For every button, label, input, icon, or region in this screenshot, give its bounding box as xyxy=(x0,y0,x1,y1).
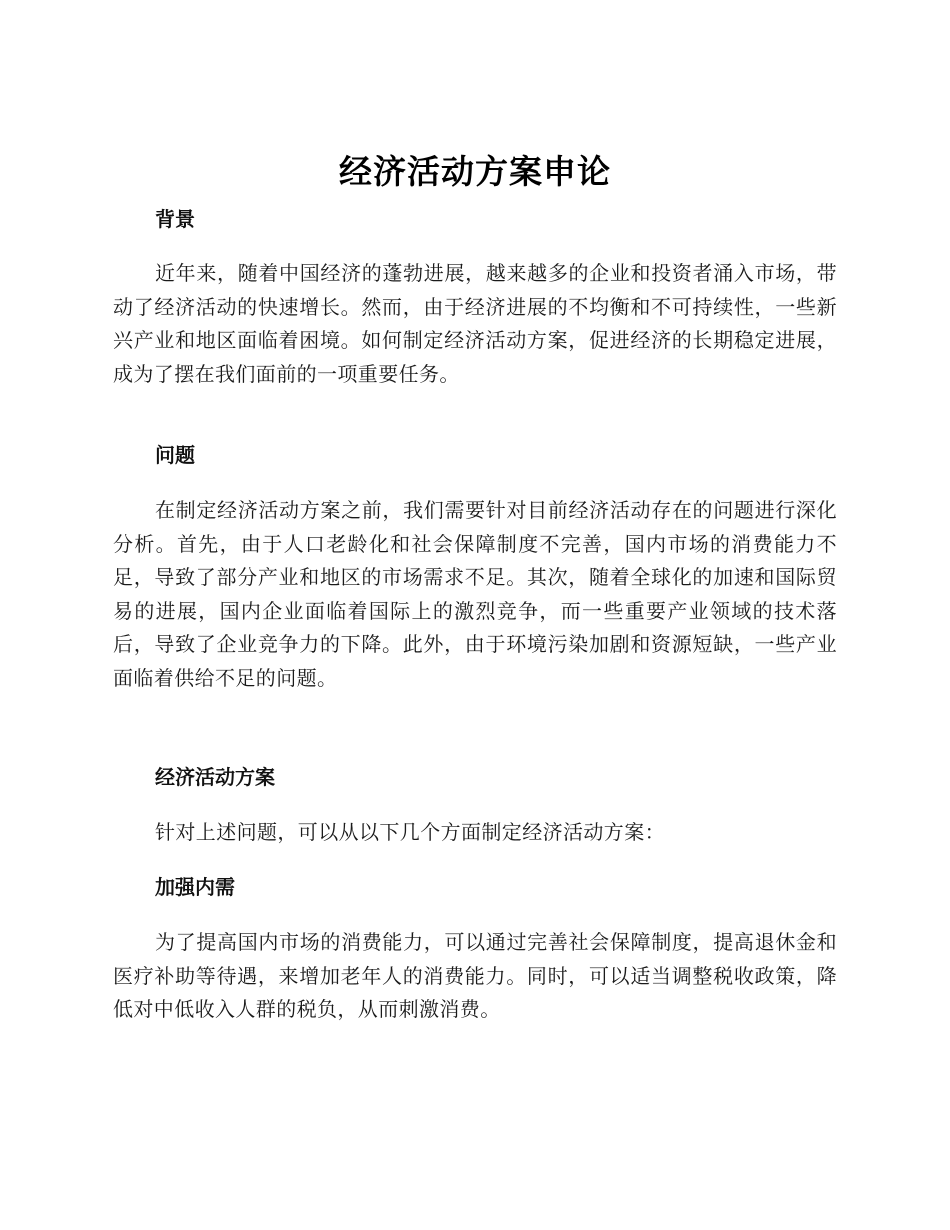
section-paragraph-background: 近年来，随着中国经济的蓬勃进展，越来越多的企业和投资者涌入市场，带动了经济活动的快速增长。然而，由于经济进展的不均衡和不可持续性，一些新兴产业和地区面临着困境。如何制定经济活动方案，促进经济的长期稳定进展，成为了摆在我们面前的一项重要任务。 xyxy=(113,261,837,386)
section-heading-plan: 经济活动方案 xyxy=(155,765,275,789)
section-paragraph-problems: 在制定经济活动方案之前，我们需要针对目前经济活动存在的问题进行深化分析。首先，由于人口老龄化和社会保障制度不完善，国内市场的消费能力不足，导致了部分产业和地区的市场需求不足。其次，随着全球化的加速和国际贸易的进展，国内企业面临着国际上的激烈竞争，而一些重要产业领域的技术落后，导致了企业竞争力的下降。此外，由于环境污染加剧和资源短缺，一些产业面临着供给不足的问题。 xyxy=(113,498,837,690)
section-heading-domestic-demand: 加强内需 xyxy=(155,875,235,899)
section-heading-problems: 问题 xyxy=(155,443,195,467)
section-heading-background: 背景 xyxy=(155,207,195,231)
document-title: 经济活动方案申论 xyxy=(339,152,611,191)
section-paragraph-plan: 针对上述问题，可以从以下几个方面制定经济活动方案： xyxy=(155,820,665,844)
section-paragraph-domestic-demand: 为了提高国内市场的消费能力，可以通过完善社会保障制度，提高退休金和医疗补助等待遇，来增加老年人的消费能力。同时，可以适当调整税收政策，降低对中低收入人群的税负，从而刺激消费。 xyxy=(113,930,837,1021)
